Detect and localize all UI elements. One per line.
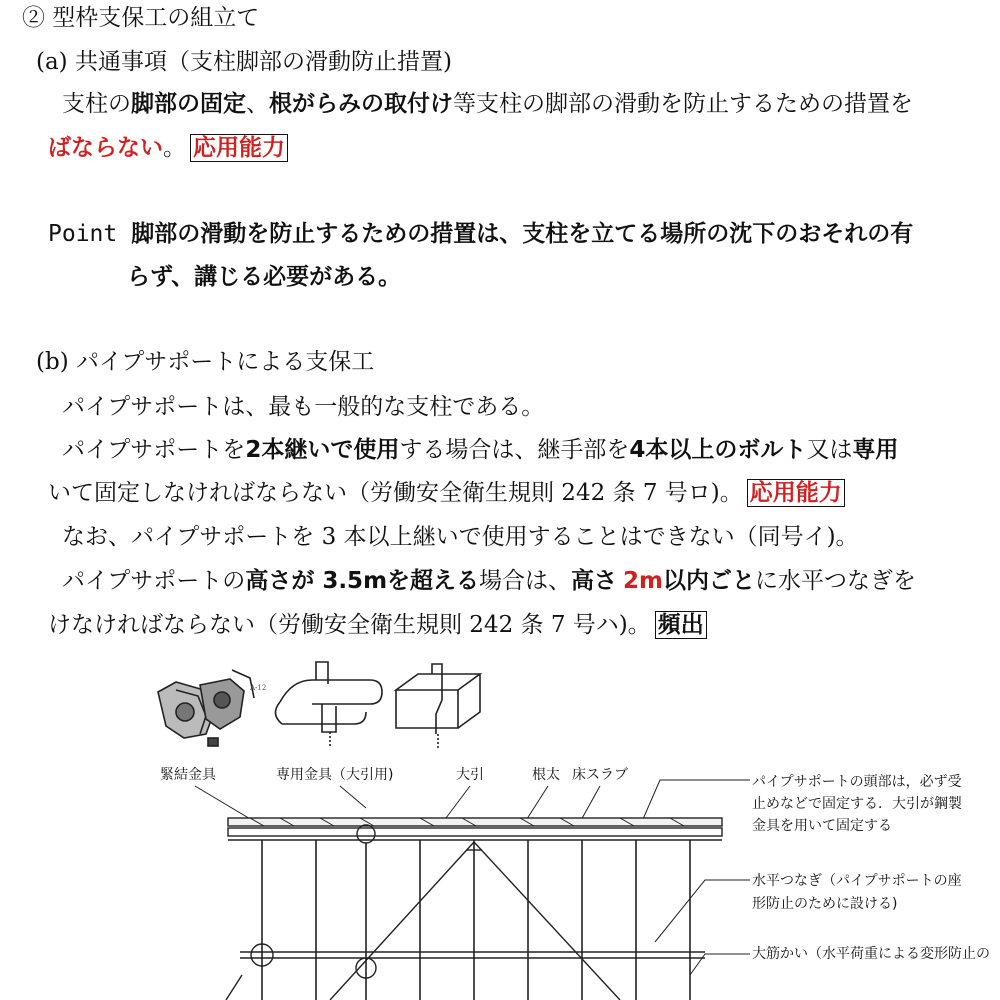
emphasis-negarami: 根がらみの取付け [269,91,453,117]
point-line-1: Point 脚部の滑動を防止するための措置は、支柱を立てる場所の沈下のおそれの有 [48,221,914,247]
badge-frequent: 頻出 [655,611,707,639]
square-tube-fitting-illustration [396,664,480,750]
label-neda: 根太 [532,767,560,783]
clamp-fitting-illustration [158,670,266,746]
note-bottom-line-1: 大筋かい（水平荷重による変形防止の [752,946,990,962]
label-ohbiki: 大引 [456,767,484,783]
part-b-paragraph-3: なお、パイプサポートを 3 本以上継いで使用することはできない（同号イ)。 [62,524,859,550]
label-special-fitting: 専用金具（大引用) [276,767,394,783]
part-b-paragraph-2-line-1: パイプサポートを2本継いで使用する場合は、継手部を4本以上のボルト又は専用 [62,437,899,463]
part-b-paragraph-4-line-1: パイプサポートの高さが 3.5mを超える場合は、高さ 2m以内ごとに水平つなぎを [62,568,917,594]
part-a-paragraph-line-1: 支柱の脚部の固定、根がらみの取付け等支柱の脚部の滑動を防止するための措置を [62,91,913,117]
part-b-paragraph-1: パイプサポートは、最も一般的な支柱である。 [62,394,545,420]
svg-text:A-12: A-12 [250,684,267,692]
label-slab: 床スラブ [572,767,628,783]
point-label: Point [48,221,118,247]
badge-applied-ability-2: 応用能力 [747,479,845,507]
note-top-line-1: パイプサポートの頭部は，必ず受 [752,774,962,790]
part-a-paragraph-line-2: ばならない。 応用能力 [48,133,288,163]
part-a-heading: (a) 共通事項（支柱脚部の滑動防止措置) [36,49,452,75]
point-line-2: らず、講じる必要がある。 [127,264,402,290]
pipe-fitting-illustration [275,662,382,748]
part-b-paragraph-4-line-2: けなければならない（労働安全衛生規則 242 条 7 号ハ)。 頻出 [48,610,707,640]
emphasis-foot-fixing: 脚部の固定 [131,91,246,117]
label-clamp: 緊結金具 [160,767,216,783]
section-heading: ② 型枠支保工の組立て [22,5,260,31]
note-top-line-3: 金具を用いて固定する [752,818,892,834]
badge-applied-ability: 応用能力 [190,134,288,162]
note-top-line-2: 止めなどで固定する．大引が鋼製 [752,796,962,812]
note-mid-line-2: 形防止のために設ける) [752,896,898,912]
part-b-heading: (b) パイプサポートによる支保工 [36,349,375,375]
note-mid-line-1: 水平つなぎ（パイプサポートの座 [752,873,962,889]
slab-and-beams [226,818,722,1000]
emphasis-must: ばならない [48,135,163,161]
part-b-paragraph-2-line-2: いて固定しなければならない（労働安全衛生規則 242 条 7 号ロ)。 応用能力 [48,478,845,508]
